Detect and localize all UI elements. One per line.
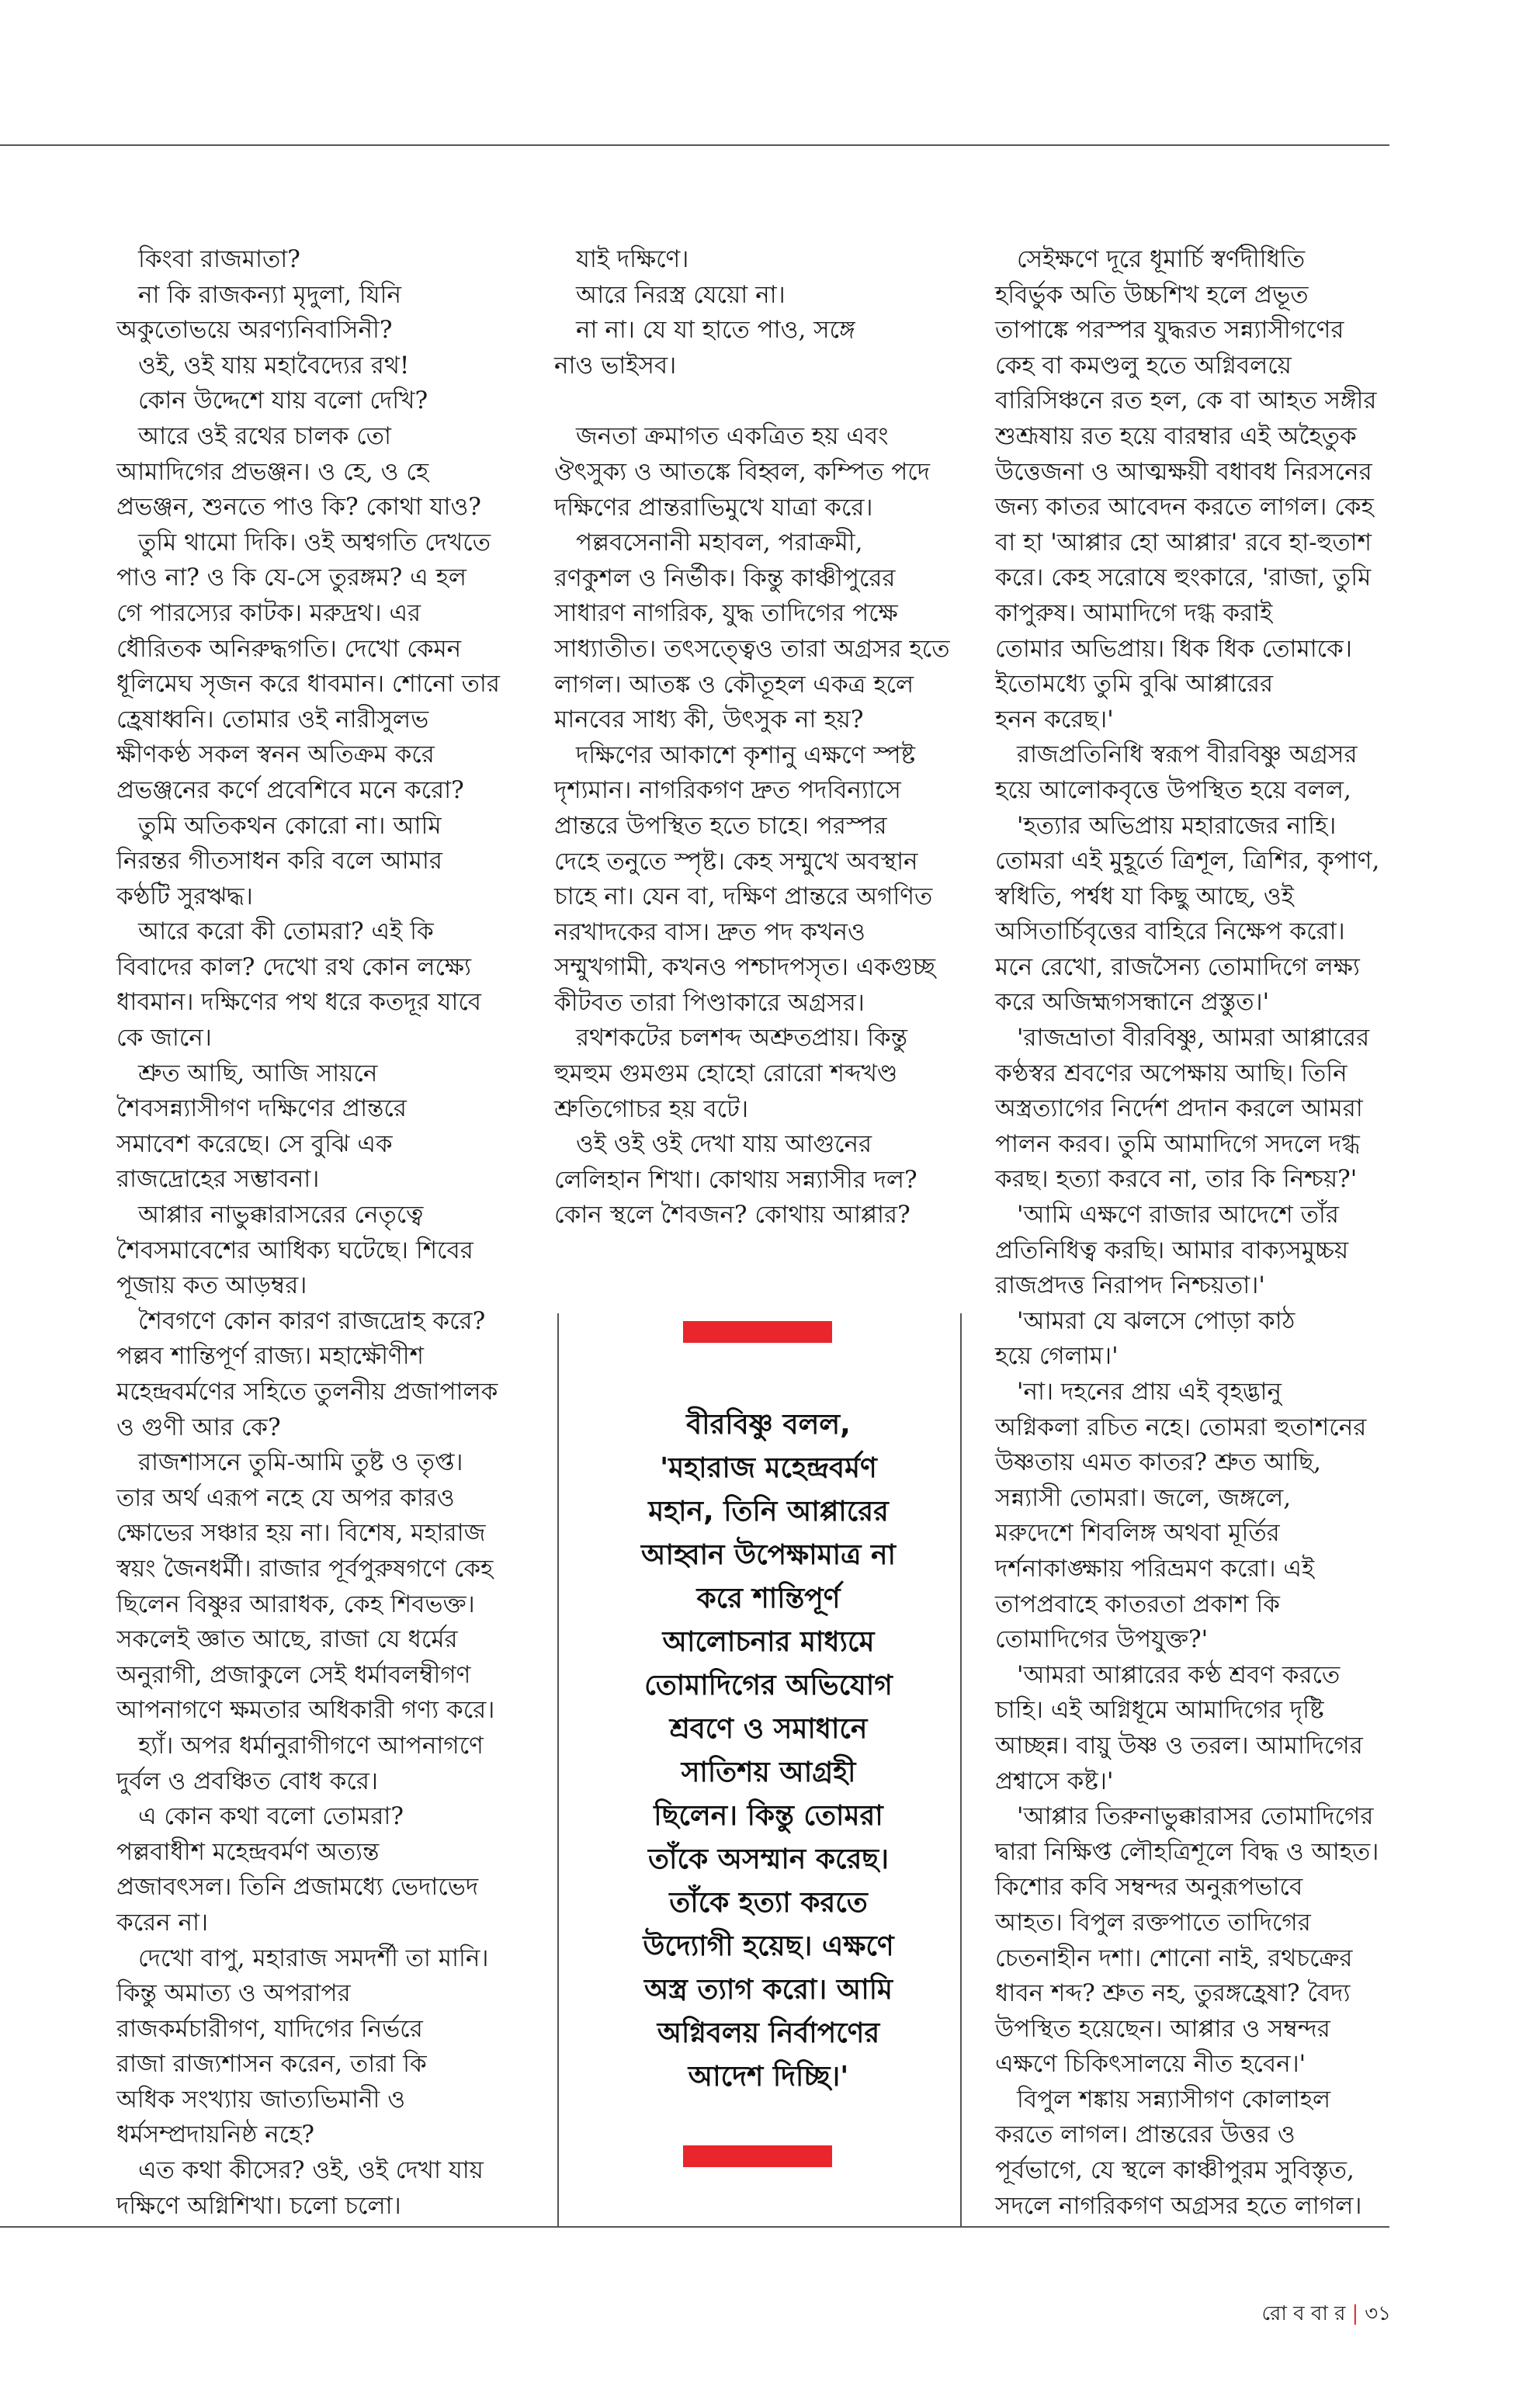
text-line: রাজপ্রতিনিধি স্বরূপ বীরবিষ্ণু অগ্রসর (1017, 740, 1358, 769)
text-line: রাজদ্রোহের সম্ভাবনা। (116, 1165, 320, 1194)
text-column-2 (554, 242, 950, 1233)
text-line: হনন করেছ।' (995, 705, 1114, 734)
magazine-name: রো ব বা র (1261, 2302, 1346, 2325)
text-line: করে অজিহ্মগসন্ধানে প্রস্তুত।' (995, 988, 1270, 1017)
pullquote-line: আলোচনার মাধ্যমে (662, 1626, 875, 1658)
text-line: চেতনাহীন দশা। শোনো নাই, রথচক্রের (995, 1944, 1353, 1972)
text-line: এ কোন কথা বলো তোমরা? (138, 1802, 404, 1831)
text-line: রাজকর্মচারীগণ, যাদিগের নির্ভরে (116, 2014, 423, 2043)
text-line: এক্ষণে চিকিৎসালয়ে নীত হবেন।' (995, 2050, 1306, 2079)
text-line: কণ্ঠটি সুরঋদ্ধ। (116, 882, 253, 910)
text-line: পল্লবসেনানী মহাবল, পরাক্রমী, (576, 529, 863, 557)
text-line: লেলিহান শিখা। কোথায় সন্ন্যাসীর দল? (554, 1165, 917, 1194)
pullquote-line: অস্ত্র ত্যাগ করো। আমি (643, 1974, 893, 2006)
text-line: অধিক সংখ্যায় জাত্যভিমানী ও (116, 2085, 406, 2114)
column-divider-left (557, 1313, 559, 2226)
text-line: আরে নিরস্ত্র যেয়ো না। (576, 280, 786, 309)
text-line: প্রতিনিধিত্ব করছি। আমার বাক্যসমুচ্চয় (995, 1236, 1349, 1264)
column-divider-right (960, 1313, 962, 2226)
text-line: 'আমরা যে ঝলসে পোড়া কাঠ (1017, 1306, 1295, 1335)
text-line: ইতোমধ্যে তুমি বুঝি আপ্পারের (995, 670, 1274, 699)
text-line: 'আমি এক্ষণে রাজার আদেশে তাঁর (1017, 1201, 1339, 1229)
text-line: মহেন্দ্রবর্মণের সহিতে তুলনীয় প্রজাপালক (116, 1378, 498, 1406)
text-line: হয়ে গেলাম।' (995, 1342, 1119, 1371)
pullquote (590, 1403, 947, 2099)
text-line: কাপুরুষ। আমাদিগে দগ্ধ করাই (995, 598, 1273, 627)
pullquote-bottom-bar (683, 2145, 832, 2167)
text-line: দক্ষিণের প্রান্তরাভিমুখে যাত্রা করে। (554, 493, 873, 522)
text-line: 'না। দহনের প্রায় এই বৃহদ্ভানু (1017, 1378, 1282, 1406)
text-line: পল্লবাধীশ মহেন্দ্রবর্মণ অত্যন্ত (116, 1837, 380, 1866)
text-line: নাও ভাইসব। (554, 351, 677, 380)
text-line: উষ্ণতায় এমত কাতর? শ্রুত আছি, (995, 1448, 1322, 1477)
text-line: শ্রুতিগোচর হয় বটে। (554, 1094, 749, 1123)
text-line: সম্মুখগামী, কখনও পশ্চাদপসৃত। একগুচ্ছ (554, 953, 935, 982)
text-line: করেন না। (116, 1908, 209, 1937)
text-line: রথশকটের চলশব্দ অশ্রুতপ্রায়। কিন্তু (576, 1024, 907, 1053)
text-line: শৈবসমাবেশের আধিক্য ঘটেছে। শিবের (116, 1236, 473, 1264)
text-line: হয়ে আলোকবৃত্তে উপস্থিত হয়ে বলল, (995, 775, 1351, 804)
text-line: সাধ্যাতীত। তৎসত্ত্বেও তারা অগ্রসর হতে (554, 634, 950, 663)
text-line: দর্শনাকাঙ্ক্ষায় পরিভ্রমণ করো। এই (995, 1554, 1315, 1583)
bottom-rule (0, 2226, 1389, 2228)
top-rule (0, 144, 1389, 146)
text-line: যাই দক্ষিণে। (576, 245, 689, 273)
text-line: কোন স্থলে শৈবজন? কোথায় আপ্পার? (554, 1201, 910, 1229)
text-line: পূজায় কত আড়ম্বর। (116, 1271, 307, 1300)
text-line: না না। যে যা হাতে পাও, সঙ্গে (576, 316, 855, 345)
text-line: রাজশাসনে তুমি-আমি তুষ্ট ও তৃপ্ত। (138, 1448, 463, 1477)
text-line: তার অর্থ এরূপ নহে যে অপর কারও (116, 1483, 455, 1512)
text-line: পালন করব। তুমি আমাদিগে সদলে দগ্ধ (995, 1129, 1360, 1158)
text-line: ও গুণী আর কে? (116, 1413, 281, 1441)
text-line: শুশ্রূষায় রত হয়ে বারম্বার এই অহৈতুক (995, 421, 1357, 450)
pullquote-line: করে শান্তিপূর্ণ (696, 1583, 841, 1614)
pullquote-line: আদেশ দিচ্ছি।' (688, 2061, 849, 2093)
text-line: দক্ষিণে অগ্নিশিখা। চলো চলো। (116, 2191, 401, 2220)
text-line: 'রাজভ্রাতা বীরবিষ্ণু, আমরা আপ্পারের (1017, 1024, 1370, 1053)
text-column-3 (995, 242, 1399, 2224)
text-line: লাগল। আতঙ্ক ও কৌতূহল একত্র হলে (554, 670, 914, 699)
pullquote-line: শ্রবণে ও সমাধানে (669, 1713, 868, 1745)
text-line: কোন উদ্দেশে যায় বলো দেখি? (138, 387, 428, 415)
text-line: কিন্তু অমাত্য ও অপরাপর (116, 1979, 351, 2008)
text-line: আহত। বিপুল রক্তপাতে তাদিগের (995, 1908, 1311, 1937)
text-line: হ্যাঁ। অপর ধর্মানুরাগীগণে আপনাগণে (138, 1731, 484, 1760)
text-line: কিংবা রাজমাতা? (138, 245, 300, 273)
text-line: তাপাঙ্কে পরস্পর যুদ্ধরত সন্ন্যাসীগণের (995, 316, 1344, 345)
text-column-1 (116, 242, 536, 2224)
text-line: অস্ত্রত্যাগের নির্দেশ প্রদান করলে আমরা (995, 1094, 1363, 1123)
pullquote-line: তোমাদিগের অভিযোগ (644, 1670, 893, 1701)
text-line: দ্বারা নিক্ষিপ্ত লৌহত্রিশূলে বিদ্ধ ও আহত। (995, 1837, 1379, 1866)
text-line: সন্ন্যাসী তোমরা। জলে, জঙ্গলে, (995, 1483, 1292, 1512)
text-line: গে পারস্যের কাটক। মরুদ্রথ। এর (116, 598, 421, 627)
text-line: রাজপ্রদত্ত নিরাপদ নিশ্চয়তা।' (995, 1271, 1265, 1300)
text-line: তোমাদিগের উপযুক্ত?' (995, 1625, 1209, 1654)
text-line: কেহ বা কমণ্ডলু হতে অগ্নিবলয়ে (995, 351, 1292, 380)
text-line: চাহি। এই অগ্নিধূমে আমাদিগের দৃষ্টি (995, 1696, 1324, 1725)
text-line: শৈবগণে কোন কারণ রাজদ্রোহ করে? (138, 1306, 486, 1335)
text-line: সদলে নাগরিকগণ অগ্রসর হতে লাগল। (995, 2191, 1362, 2220)
text-line: শৈবসন্ন্যাসীগণ দক্ষিণের প্রান্তরে (116, 1094, 407, 1123)
text-line: জন্য কাতর আবেদন করতে লাগল। কেহ (995, 493, 1374, 522)
text-line: হবির্ভুক অতি উচ্চশিখ হলে প্রভূত (995, 280, 1309, 309)
text-line: 'আপ্পার তিরুনাভুক্কারাসর তোমাদিগের (1017, 1802, 1374, 1831)
text-line: মানবের সাধ্য কী, উৎসুক না হয়? (554, 706, 864, 734)
text-line: দৃশ্যমান। নাগরিকগণ দ্রুত পদবিন্যাসে (554, 776, 901, 805)
page-footer (1261, 2298, 1391, 2332)
pullquote-line: তাঁকে অসম্মান করেছ। (648, 1843, 889, 1875)
text-line: হুমহুম গুমগুম হোহো রোরো শব্দখণ্ড (554, 1060, 898, 1088)
text-line: বিবাদের কাল? দেখো রথ কোন লক্ষ্যে (116, 952, 472, 981)
text-line: সেইক্ষণে দূরে ধূমার্চি স্বর্ণদীধিতি (1017, 245, 1306, 273)
text-line: দক্ষিণের আকাশে কৃশানু এক্ষণে স্পষ্ট (576, 740, 916, 769)
text-line: নিরন্তর গীতসাধন করি বলে আমার (116, 847, 442, 876)
text-line: মনে রেখো, রাজসৈন্য তোমাদিগে লক্ষ্য (995, 952, 1360, 981)
text-line: উপস্থিত হয়েছেন। আপ্পার ও সম্বন্দর (995, 2014, 1330, 2043)
text-line: স্বয়ং জৈনধর্মী। রাজার পূর্বপুরুষগণে কেহ (116, 1554, 494, 1583)
text-line: পল্লব শান্তিপূর্ণ রাজ্য। মহাক্ষৌণীশ (116, 1342, 424, 1371)
text-line: ঔৎসুক্য ও আতঙ্কে বিহ্বল, কম্পিত পদে (554, 457, 931, 486)
pullquote-line: 'মহারাজ মহেন্দ্রবর্মণ (660, 1452, 877, 1484)
text-line: কীটবত তারা পিণ্ডাকারে অগ্রসর। (554, 988, 865, 1017)
text-line: করে। কেহ সরোষে হুংকারে, 'রাজা, তুমি (995, 564, 1372, 592)
text-line: ধূলিমেঘ সৃজন করে ধাবমান। শোনো তার (116, 670, 500, 699)
text-line: আরে ওই রথের চালক তো (138, 421, 391, 450)
text-line: নরখাদকের বাস। দ্রুত পদ কখনও (554, 917, 865, 946)
pullquote-line: অগ্নিবলয় নির্বাপণের (657, 2017, 880, 2049)
text-line: আচ্ছন্ন। বায়ু উষ্ণ ও তরল। আমাদিগের (995, 1731, 1363, 1760)
text-line: আরে করো কী তোমরা? এই কি (138, 917, 434, 946)
text-line: হ্রেষাধ্বনি। তোমার ওই নারীসুলভ (116, 705, 429, 734)
text-line: প্রভঞ্জনের কর্ণে প্রবেশিবে মনে করো? (116, 775, 464, 804)
pullquote-line: আহ্বান উপেক্ষামাত্র না (641, 1539, 896, 1571)
text-line: কিশোর কবি সম্বন্দর অনুরূপভাবে (995, 1873, 1303, 1902)
text-line: 'আমরা আপ্পারের কণ্ঠ শ্রবণ করতে (1017, 1660, 1341, 1689)
text-line: রণকুশল ও নির্ভীক। কিন্তু কাঞ্চীপুরের (554, 564, 896, 592)
text-line: দেখো বাপু, মহারাজ সমদর্শী তা মানি। (138, 1944, 489, 1972)
text-line: ধর্মসম্প্রদায়নিষ্ঠ নহে? (116, 2121, 315, 2149)
pullquote-top-bar (683, 1321, 832, 1343)
text-line: আপনাগণে ক্ষমতার অধিকারী গণ্য করে। (116, 1696, 495, 1725)
text-line: করতে লাগল। প্রান্তরের উত্তর ও (995, 2121, 1295, 2149)
text-line: তুমি অতিকথন কোরো না। আমি (138, 811, 442, 840)
pullquote-line: ছিলেন। কিন্তু তোমরা (654, 1800, 883, 1832)
text-line: জনতা ক্রমাগত একত্রিত হয় এবং (576, 422, 889, 451)
text-line: তাপপ্রবাহে কাতরতা প্রকাশ কি (995, 1590, 1280, 1618)
text-line: প্রান্তরে উপস্থিত হতে চাহে। পরস্পর (554, 811, 887, 840)
text-line: দেহে তনুতে স্পৃষ্ট। কেহ সম্মুখে অবস্থান (554, 847, 918, 876)
text-line: ধৌরিতক অনিরুদ্ধগতি। দেখো কেমন (116, 634, 462, 663)
text-line: ধাবমান। দক্ষিণের পথ ধরে কতদূর যাবে (116, 988, 482, 1017)
text-line: পূর্বভাগে, যে স্থলে কাঞ্চীপুরম সুবিস্তৃত, (995, 2156, 1354, 2185)
text-line: বারিসিঞ্চনে রত হল, কে বা আহত সঙ্গীর (995, 387, 1377, 415)
text-line: কণ্ঠস্বর শ্রবণের অপেক্ষায় আছি। তিনি (995, 1059, 1348, 1087)
text-line: চাহে না। যেন বা, দক্ষিণ প্রান্তরে অগণিত (554, 883, 933, 911)
pullquote-line: মহান, তিনি আপ্পারের (648, 1496, 889, 1528)
text-line: রাজা রাজ্যশাসন করেন, তারা কি (116, 2050, 427, 2079)
text-line: করছ। হত্যা করবে না, তার কি নিশ্চয়?' (995, 1165, 1358, 1194)
text-line: ধাবন শব্দ? শ্রুত নহ, তুরঙ্গহ্রেষা? বৈদ্য (995, 1979, 1351, 2008)
text-line: অগ্নিকলা রচিত নহে। তোমরা হুতাশনের (995, 1413, 1367, 1441)
text-line: তুমি থামো দিকি। ওই অশ্বগতি দেখতে (138, 528, 491, 557)
text-line: ক্ষোভের সঞ্চার হয় না। বিশেষ, মহারাজ (116, 1519, 486, 1548)
text-line: প্রজাবৎসল। তিনি প্রজামধ্যে ভেদাভেদ (116, 1873, 479, 1902)
pullquote-line: সাতিশয় আগ্রহী (681, 1757, 856, 1788)
page-number: ৩১ (1365, 2302, 1391, 2325)
text-line: ক্ষীণকণ্ঠ সকল স্বনন অতিক্রম করে (116, 740, 435, 769)
text-line: তোমার অভিপ্রায়। ধিক ধিক তোমাকে। (995, 634, 1352, 663)
text-line: অনুরাগী, প্রজাকুলে সেই ধর্মাবলম্বীগণ (116, 1660, 471, 1689)
text-line: তোমরা এই মুহূর্তে ত্রিশূল, ত্রিশির, কৃপাণ, (995, 847, 1380, 876)
text-line: শ্রুত আছি, আজি সায়নে (138, 1059, 378, 1087)
text-line: দুর্বল ও প্রবঞ্চিত বোধ করে। (116, 1767, 378, 1795)
pullquote-line: উদ্যোগী হয়েছ। এক্ষণে (643, 1930, 894, 1962)
text-line: না কি রাজকন্যা মৃদুলা, যিনি (138, 280, 401, 309)
text-line: অসিতার্চিবৃত্তের বাহিরে নিক্ষেপ করো। (995, 917, 1345, 946)
text-line: অকুতোভয়ে অরণ্যনিবাসিনী? (116, 316, 393, 345)
footer-separator: | (1351, 2302, 1359, 2325)
text-line: পাও না? ও কি যে-সে তুরঙ্গম? এ হল (116, 564, 467, 592)
text-line: সমাবেশ করেছে। সে বুঝি এক (116, 1129, 393, 1158)
text-line: ওই ওই ওই দেখা যায় আগুনের (576, 1130, 872, 1159)
text-line: প্রশ্বাসে কষ্ট।' (995, 1767, 1114, 1795)
text-line: বিপুল শঙ্কায় সন্ন্যাসীগণ কোলাহল (1017, 2085, 1331, 2114)
text-line: আপ্পার নাভুক্কারাসরের নেতৃত্বে (138, 1201, 424, 1229)
text-line: ছিলেন বিষ্ণুর আরাধক, কেহ শিবভক্ত। (116, 1590, 475, 1618)
text-line: এত কথা কীসের? ওই, ওই দেখা যায় (138, 2156, 484, 2185)
text-line: সাধারণ নাগরিক, যুদ্ধ তাদিগের পক্ষে (554, 599, 898, 628)
text-line: 'হত্যার অভিপ্রায় মহারাজের নাহি। (1017, 811, 1337, 840)
text-line: আমাদিগের প্রভঞ্জন। ও হে, ও হে (116, 457, 429, 486)
text-line: মরুদেশে শিবলিঙ্গ অথবা মূর্তির (995, 1519, 1280, 1548)
text-line: সকলেই জ্ঞাত আছে, রাজা যে ধর্মের (116, 1625, 458, 1654)
text-line: প্রভঞ্জন, শুনতে পাও কি? কোথা যাও? (116, 493, 481, 522)
text-line: বা হা 'আপ্পার হো আপ্পার' রবে হা-হুতাশ (995, 528, 1372, 557)
pullquote-line: তাঁকে হত্যা করতে (669, 1887, 868, 1919)
text-line: উত্তেজনা ও আত্মক্ষয়ী বধাবধ নিরসনের (995, 457, 1372, 486)
text-line: ওই, ওই যায় মহাবৈদ্যের রথ! (138, 351, 410, 380)
text-line: স্বধিতি, পর্শ্বধ যা কিছু আছে, ওই (995, 882, 1294, 910)
text-line: কে জানে। (116, 1024, 212, 1053)
pullquote-line: বীরবিষ্ণু বলল, (686, 1409, 851, 1441)
